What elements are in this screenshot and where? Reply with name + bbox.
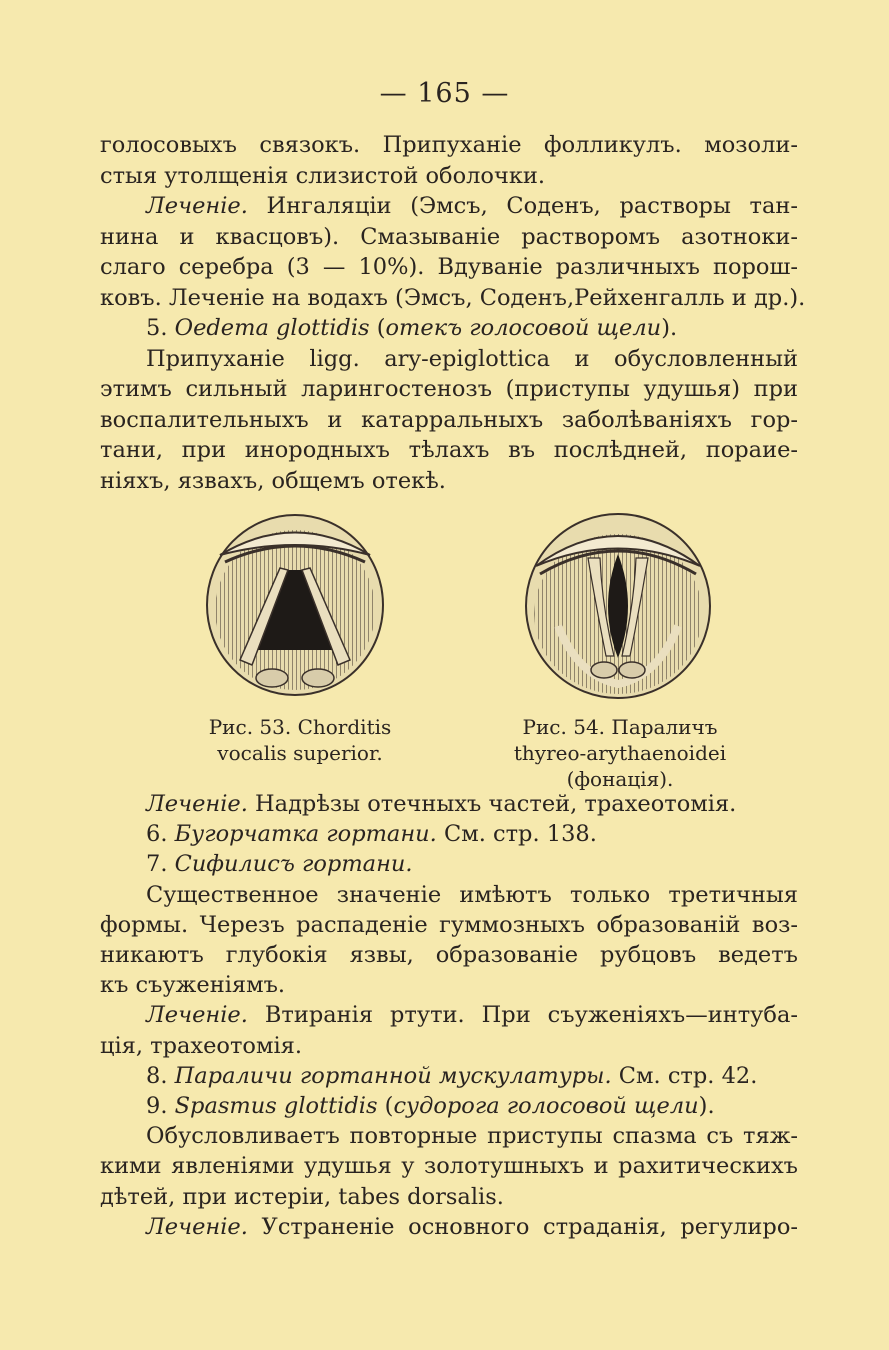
italic-span: Леченіе. [146, 193, 248, 219]
text-span: 7. [146, 851, 175, 878]
text-line [100, 789, 798, 819]
text-line: ція, трахеотомія. [100, 1032, 303, 1059]
italic-span: Oedema glottidis [174, 315, 370, 341]
text-span: Надрѣзы отечныхъ частей, трахеотомія. [247, 791, 737, 817]
text-span: ( [377, 1093, 394, 1119]
text-span: ( [369, 315, 386, 341]
figure-53-larynx-image [200, 500, 390, 700]
text-line [100, 1061, 798, 1091]
text-span: 9. [146, 1093, 175, 1119]
text-span: Устраненіе основного страданія, регулиро- [247, 1213, 798, 1240]
italic-span: Параличи гортанной мускулатуры. [174, 1062, 612, 1089]
text-line: этимъ сильный ларингостенозъ (приступы удушья) при [100, 376, 798, 402]
text-line: стыя утолщенія слизистой оболочки. [100, 162, 546, 189]
italic-span: Spasmus glottidis [174, 1093, 378, 1119]
text-line: Существенное значеніе имѣютъ только третичныя [146, 881, 798, 908]
text-span: ). [661, 315, 678, 341]
italic-span: Сифилисъ гортани. [174, 851, 413, 878]
text-line: воспалительныхъ и катарральныхъ заболѣваніяхъ гор- [100, 406, 798, 433]
text-span: 5. [146, 315, 175, 341]
text-span: Втиранія ртути. При съуженіяхъ—интуба- [247, 1002, 798, 1029]
italic-span: отекъ голосовой щели [385, 315, 662, 341]
text-line: ковъ. Леченіе на водахъ (Эмсъ, Соденъ,Рейхенгалль и др.). [100, 284, 806, 311]
text-line [100, 313, 798, 343]
text-line [100, 1212, 798, 1242]
text-line: формы. Черезъ распаденіе гуммозныхъ образованій воз- [100, 911, 798, 938]
figure-54-larynx-image [518, 506, 718, 706]
figure-53-caption-line2: vocalis superior. [217, 741, 383, 765]
figure-54-caption [500, 714, 740, 792]
text-line: никаютъ глубокія язвы, образованіе рубцовъ ведетъ [100, 942, 798, 968]
text-span: Ингаляціи (Эмсъ, Соденъ, растворы тан- [247, 193, 798, 219]
text-span: См. стр. 42. [611, 1062, 758, 1089]
text-line: къ съуженіямъ. [100, 972, 286, 999]
text-line: тани, при инородныхъ тѣлахъ въ послѣдней, пораие- [100, 437, 798, 463]
text-line: ніяхъ, язвахъ, общемъ отекѣ. [100, 467, 446, 494]
italic-span: Бугорчатка гортани. [174, 821, 437, 848]
text-line [100, 1000, 798, 1030]
text-span: См. стр. 138. [436, 821, 597, 848]
text-span: 6. [146, 821, 175, 848]
italic-span: Леченіе. [146, 1002, 248, 1029]
figure-54-caption-line1: Рис. 54. Параличъ [522, 715, 718, 739]
text-line: голосовыхъ связокъ. Припуханіе фолликулъ. мозоли- [100, 132, 798, 158]
figure-54-caption-line2: thyreo-arythaenoidei [513, 741, 727, 765]
text-line: дѣтей, при истеріи, tabes dorsalis. [100, 1183, 504, 1210]
text-span: 8. [146, 1062, 175, 1089]
text-line [100, 819, 798, 849]
italic-span: Леченіе. [146, 1213, 248, 1240]
italic-span: Леченіе. [146, 791, 248, 817]
text-span: ). [698, 1093, 715, 1119]
figure-53-caption-line1: Рис. 53. Chorditis [208, 715, 392, 739]
text-line: Обусловливаетъ повторные приступы спазма съ тяж- [146, 1123, 798, 1150]
page-number: — 165 — [379, 78, 510, 109]
figure-53-caption [190, 714, 410, 766]
text-line: кими явленіями удушья у золотушныхъ и рахитическихъ [100, 1153, 798, 1180]
text-line [100, 191, 798, 221]
text-line: нина и квасцовъ). Смазываніе растворомъ азотноки- [100, 223, 798, 250]
text-line [100, 1091, 798, 1121]
text-line: Припуханіе ligg. ary-epiglottica и обусловленный [146, 345, 798, 372]
italic-span: судорога голосовой щели [393, 1093, 699, 1119]
text-line [100, 849, 798, 879]
figure-54-caption-line3: (фонація). [566, 767, 674, 791]
text-line: слаго серебра (3 — 10%). Вдуваніе различныхъ порош- [100, 254, 798, 280]
